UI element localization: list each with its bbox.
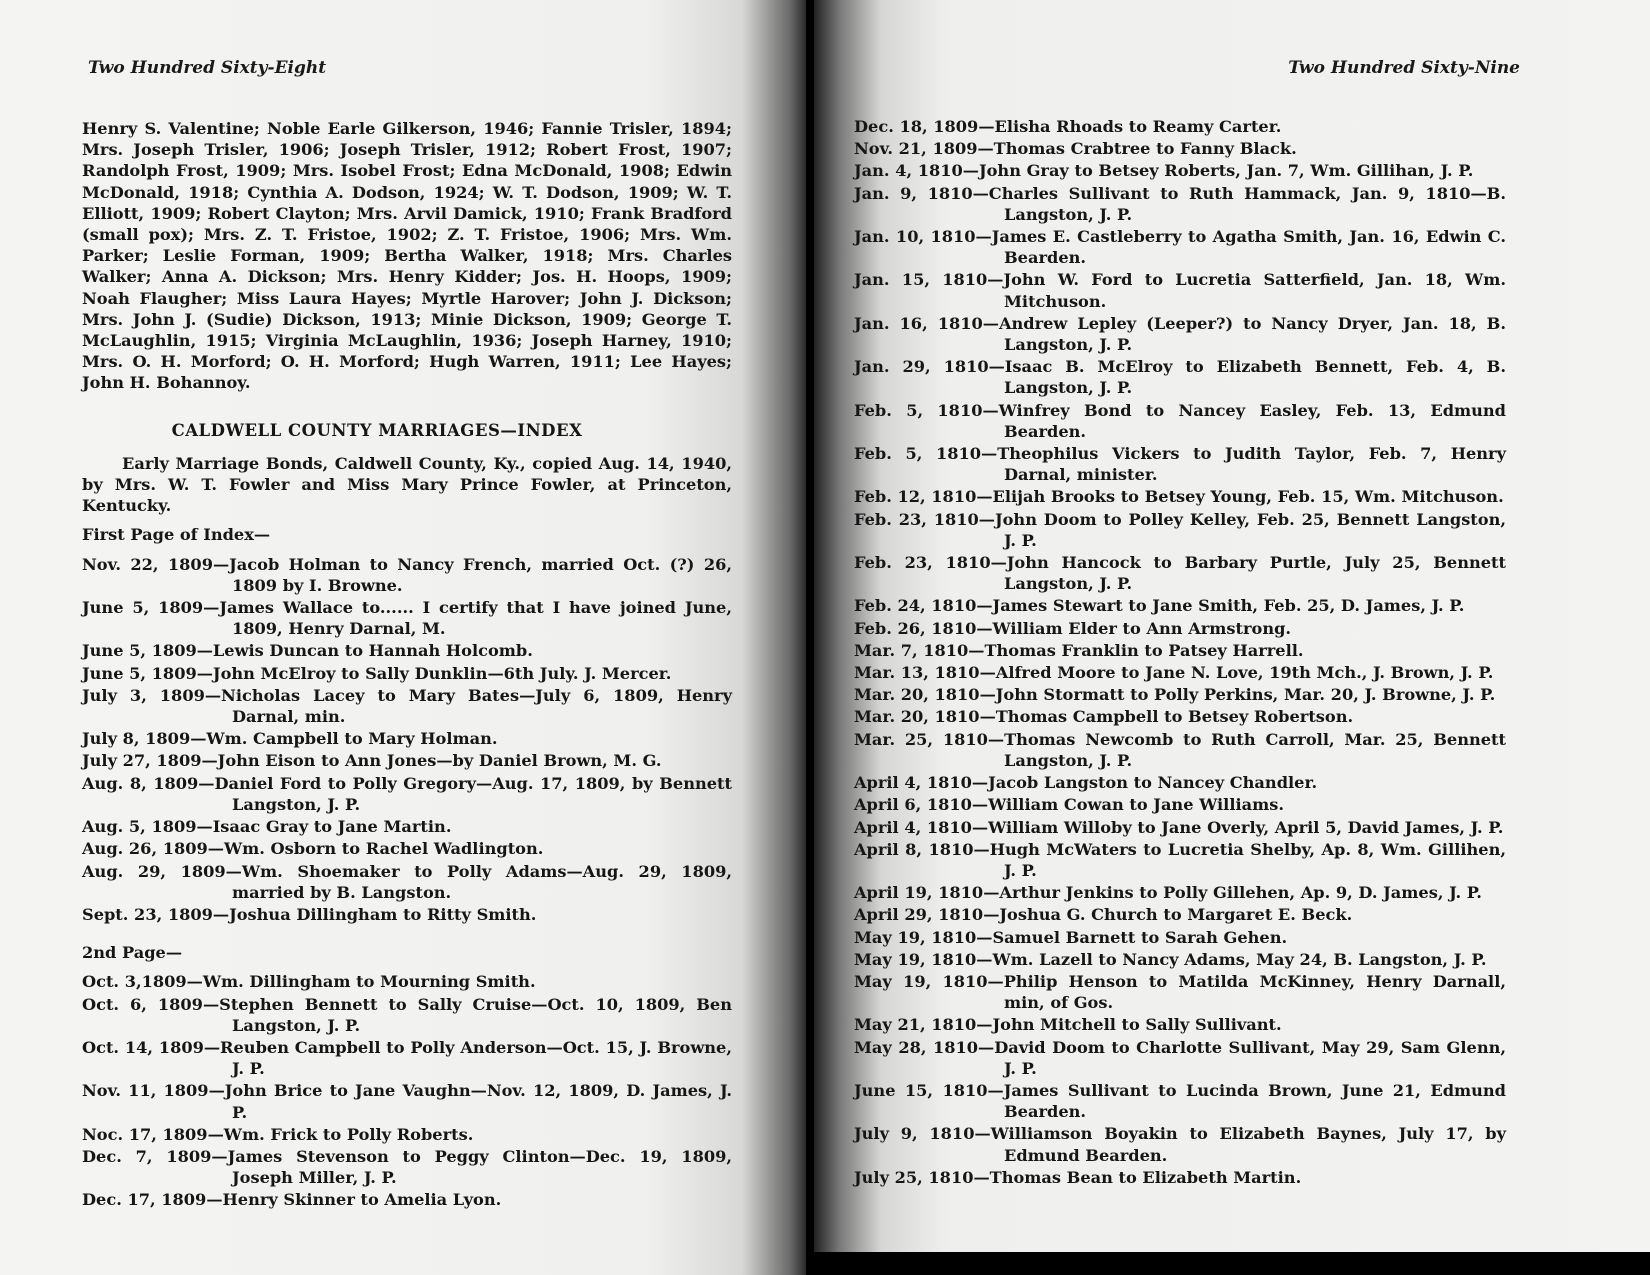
marriage-entry: Nov. 21, 1809—Thomas Crabtree to Fanny Black.: [854, 139, 1297, 159]
marriage-entry: Aug. 29, 1809—Wm. Shoemaker to Polly Adams—Aug. 29, 1809, married by B. Langston.: [82, 861, 732, 902]
marriage-entry: June 5, 1809—Lewis Duncan to Hannah Holcomb.: [82, 641, 533, 661]
marriage-entry: Dec. 7, 1809—James Stevenson to Peggy Clinton—Dec. 19, 1809, Joseph Miller, J. P.: [82, 1146, 732, 1188]
first-page-entry-list: [82, 554, 732, 925]
left-text-column: [82, 118, 732, 1212]
first-page-label: First Page of Index—: [82, 525, 271, 545]
marriage-entry: Oct. 3,1809—Wm. Dillingham to Mourning Smith.: [82, 972, 536, 992]
marriage-entry: Dec. 17, 1809—Henry Skinner to Amelia Lyon.: [82, 1190, 502, 1210]
left-running-head: Two Hundred Sixty-Eight: [88, 58, 327, 78]
marriage-entry: April 4, 1810—William Willoby to Jane Overly, April 5, David James, J. P.: [854, 817, 1504, 837]
marriage-entry: Feb. 24, 1810—James Stewart to Jane Smith, Feb. 25, D. James, J. P.: [854, 596, 1465, 616]
intro-paragraph: Early Marriage Bonds, Caldwell County, Ky., copied Aug. 14, 1940, by Mrs. W. T. Fowler and Miss Mary Prince Fowler, at Princeton, Kentucky.: [82, 453, 732, 516]
marriage-entry: Mar. 13, 1810—Alfred Moore to Jane N. Love, 19th Mch., J. Brown, J. P.: [854, 663, 1494, 683]
marriage-entry: Oct. 14, 1809—Reuben Campbell to Polly Anderson—Oct. 15, J. Browne, J. P.: [82, 1037, 732, 1079]
marriage-entry: Feb. 5, 1810—Theophilus Vickers to Judith Taylor, Feb. 7, Henry Darnal, minister.: [854, 444, 1506, 485]
marriage-entry: Feb. 12, 1810—Elijah Brooks to Betsey Young, Feb. 15, Wm. Mitchuson.: [854, 487, 1504, 507]
marriage-entry: Oct. 6, 1809—Stephen Bennett to Sally Cruise—Oct. 10, 1809, Ben Langston, J. P.: [82, 994, 732, 1035]
marriage-entry: Dec. 18, 1809—Elisha Rhoads to Reamy Carter.: [854, 117, 1282, 136]
marriage-entry: Jan. 15, 1810—John W. Ford to Lucretia Satterfield, Jan. 18, Wm. Mitchuson.: [854, 270, 1506, 311]
left-page: [0, 0, 806, 1275]
marriage-entry: May 19, 1810—Samuel Barnett to Sarah Gehen.: [854, 927, 1288, 947]
marriage-entry: April 19, 1810—Arthur Jenkins to Polly Gillehen, Ap. 9, D. James, J. P.: [854, 883, 1482, 903]
marriage-entry: April 29, 1810—Joshua G. Church to Margaret E. Beck.: [854, 905, 1353, 925]
right-text-column: [854, 116, 1506, 1189]
marriage-entry: April 8, 1810—Hugh McWaters to Lucretia Shelby, Ap. 8, Wm. Gillihen, J. P.: [854, 839, 1506, 880]
right-page-entry-list: [854, 116, 1506, 1188]
marriage-entry: Noc. 17, 1809—Wm. Frick to Polly Roberts.: [82, 1124, 474, 1144]
marriage-entry: Jan. 4, 1810—John Gray to Betsey Roberts, Jan. 7, Wm. Gillihan, J. P.: [854, 161, 1474, 181]
marriage-entry: April 6, 1810—William Cowan to Jane Williams.: [854, 795, 1284, 815]
marriage-entry: June 15, 1810—James Sullivant to Lucinda Brown, June 21, Edmund Bearden.: [854, 1080, 1506, 1122]
marriage-entry: Aug. 5, 1809—Isaac Gray to Jane Martin.: [82, 817, 452, 837]
second-page-entry-list: [82, 971, 732, 1210]
marriage-entry: Aug. 8, 1809—Daniel Ford to Polly Gregory—Aug. 17, 1809, by Bennett Langston, J. P.: [82, 773, 732, 814]
marriage-entry: Feb. 23, 1810—John Hancock to Barbary Purtle, July 25, Bennett Langston, J. P.: [854, 553, 1506, 594]
marriage-entry: May 21, 1810—John Mitchell to Sally Sullivant.: [854, 1015, 1282, 1035]
marriage-entry: Aug. 26, 1809—Wm. Osborn to Rachel Wadlington.: [82, 839, 544, 859]
marriage-entry: July 8, 1809—Wm. Campbell to Mary Holman.: [82, 729, 498, 749]
marriage-entry: July 9, 1810—Williamson Boyakin to Elizabeth Baynes, July 17, by Edmund Bearden.: [854, 1124, 1506, 1165]
section-title: CALDWELL COUNTY MARRIAGES—INDEX: [171, 420, 583, 440]
marriage-entry: Mar. 20, 1810—Thomas Campbell to Betsey Robertson.: [854, 707, 1354, 727]
marriage-entry: Nov. 11, 1809—John Brice to Jane Vaughn—Nov. 12, 1809, D. James, J. P.: [82, 1081, 732, 1122]
marriage-entry: June 5, 1809—James Wallace to...... I certify that I have joined June, 1809, Henry Darnal, M.: [82, 598, 732, 639]
marriage-entry: June 5, 1809—John McElroy to Sally Dunklin—6th July. J. Mercer.: [82, 663, 672, 683]
marriage-entry: Jan. 16, 1810—Andrew Lepley (Leeper?) to Nancy Dryer, Jan. 18, B. Langston, J. P.: [854, 313, 1506, 355]
marriage-entry: July 25, 1810—Thomas Bean to Elizabeth Martin.: [854, 1167, 1302, 1187]
marriage-entry: Feb. 26, 1810—William Elder to Ann Armstrong.: [854, 618, 1292, 638]
right-page: [814, 0, 1650, 1252]
marriage-entry: Mar. 20, 1810—John Stormatt to Polly Perkins, Mar. 20, J. Browne, J. P.: [854, 685, 1496, 705]
marriage-entry: Jan. 9, 1810—Charles Sullivant to Ruth Hammack, Jan. 9, 1810—B. Langston, J. P.: [854, 183, 1506, 224]
marriage-entry: Nov. 22, 1809—Jacob Holman to Nancy French, married Oct. (?) 26, 1809 by I. Browne.: [82, 554, 732, 595]
marriage-entry: July 3, 1809—Nicholas Lacey to Mary Bates—July 6, 1809, Henry Darnal, min.: [82, 685, 732, 727]
marriage-entry: Jan. 29, 1810—Isaac B. McElroy to Elizabeth Bennett, Feb. 4, B. Langston, J. P.: [854, 357, 1506, 398]
marriage-entry: Feb. 5, 1810—Winfrey Bond to Nancey Easley, Feb. 13, Edmund Bearden.: [854, 400, 1506, 441]
marriage-entry: May 19, 1810—Philip Henson to Matilda McKinney, Henry Darnall, min, of Gos.: [854, 971, 1506, 1013]
marriage-entry: May 28, 1810—David Doom to Charlotte Sullivant, May 29, Sam Glenn, J. P.: [854, 1037, 1506, 1078]
right-running-head: Two Hundred Sixty-Nine: [1288, 58, 1520, 78]
marriage-entry: July 27, 1809—John Eison to Ann Jones—by Daniel Brown, M. G.: [82, 751, 662, 771]
marriage-entry: Feb. 23, 1810—John Doom to Polley Kelley, Feb. 25, Bennett Langston, J. P.: [854, 509, 1506, 550]
marriage-entry: Sept. 23, 1809—Joshua Dillingham to Ritty Smith.: [82, 904, 537, 924]
marriage-entry: Mar. 25, 1810—Thomas Newcomb to Ruth Carroll, Mar. 25, Bennett Langston, J. P.: [854, 729, 1506, 770]
continuation-paragraph: Henry S. Valentine; Noble Earle Gilkerson, 1946; Fannie Trisler, 1894; Mrs. Joseph Trisler, 1906; Joseph Trisler, 1912; Robert Frost, 1907; Randolph Frost, 1909; Mrs. Isobel Frost; Edna McDonald, 1908; Edwin McDonald, 1918; Cynthia A. Dodson, 1924; W. T. Dodson, 1909; W. T. Elliott, 1909; Robert Clayton; Mrs. Arvil Damick, 1910; Frank Bradford (small pox); Mrs. Z. T. Fristoe, 1902; Z. T. Fristoe, 1906; Mrs. Wm. Parker; Leslie Forman, 1909; Bertha Walker, 1918; Mrs. Charles Walker; Anna A. Dickson; Mrs. Henry Kidder; Jos. H. Hoops, 1909; Noah Flaugher; Miss Laura Hayes; Myrtle Harover; John J. Dickson; Mrs. John J. (Sudie) Dickson, 1913; Minie Dickson, 1909; George T. McLaughlin, 1915; Virginia McLaughlin, 1936; Joseph Harney, 1910; Mrs. O. H. Morford; O. H. Morford; Hugh Warren, 1911; Lee Hayes; John H. Bohannoy.: [82, 119, 732, 393]
marriage-entry: May 19, 1810—Wm. Lazell to Nancy Adams, May 24, B. Langston, J. P.: [854, 949, 1487, 969]
marriage-entry: Mar. 7, 1810—Thomas Franklin to Patsey Harrell.: [854, 640, 1304, 660]
marriage-entry: Jan. 10, 1810—James E. Castleberry to Agatha Smith, Jan. 16, Edwin C. Bearden.: [854, 227, 1506, 268]
marriage-entry: April 4, 1810—Jacob Langston to Nancey Chandler.: [854, 773, 1318, 793]
second-page-label: 2nd Page—: [82, 943, 183, 963]
